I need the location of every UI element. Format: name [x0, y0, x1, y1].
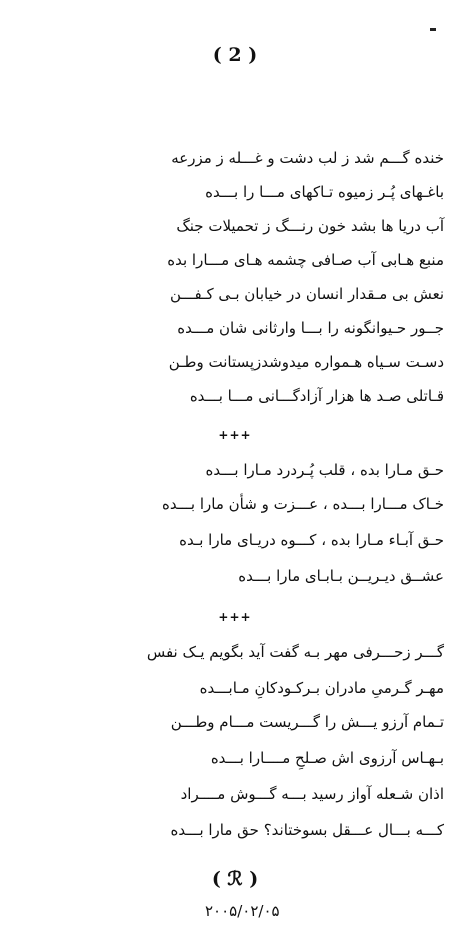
poem-line: اذان شـعله آواز رسید بـــه گـــوش مــــراد — [180, 785, 444, 803]
poem-line: قـاتلی صـد ها هزار آزادگـــانی مـــا بـــده — [189, 387, 444, 405]
poem-line: تـمام آرزو یـــش را گـــریست مـــام وطـــن — [170, 713, 444, 731]
poem-line: خـاک مـــارا بـــده ، عـــزت و شأن مارا بـــده — [162, 495, 444, 513]
stanza-separator: +++ — [218, 428, 252, 442]
poem-line: باغـهای پُـر زمیوه تـاکهای مـــا را بـــده — [205, 183, 444, 201]
poem-line: خنده گـــم شد ز لب دشت و غـــله ز مزرعه — [171, 149, 444, 167]
poem-line: منبع هـابی آب صـافی چشمه هـای مـــارا بده — [167, 251, 444, 269]
poem-line: آب دریا ها بشد خون رنـــگ ز تحمیلات جنگ — [176, 217, 444, 235]
poem-line: نعش بی مـقدار انسان در خیابان بـی کـفـــن — [169, 285, 444, 303]
stanza-separator: +++ — [218, 610, 252, 624]
corner-mark — [430, 28, 436, 31]
poem-line: گـــر زحـــرفی مهر بـه گفت آید بگویم یـک نفس — [146, 643, 444, 661]
page-number: ( 2 ) — [212, 44, 258, 66]
poem-line: عشــق دیـریــن بـابـای مارا بـــده — [238, 567, 444, 585]
poem-line: جــور حـیوانگونه را بـــا وارثانی شان مـــده — [177, 319, 444, 337]
poem-line: دسـت سـیاه هـمواره میدوشدزپستانت وطـن — [168, 353, 444, 371]
date-stamp: ۲۰۰۵/۰۲/۰۵ — [205, 902, 280, 920]
signature-mark: ( ℛ ) — [211, 868, 259, 890]
poem-line: حـق آبـاء مـارا بده ، کـــوه دریـای مارا بـده — [179, 531, 444, 549]
poem-line: حـق مـارا بده ، قلب پُـردرد مـارا بـــده — [205, 461, 444, 479]
poem-line: مهـر گـرمیِ مادران بـرکـودکانِ مـابـــده — [199, 679, 444, 697]
poem-line: کـــه بـــال عـــقل بسوختاند؟ حق مارا بـــده — [170, 821, 444, 839]
poem-line: بـهـاس آرزوی اش صـلحِ مــــارا بـــده — [210, 749, 444, 767]
